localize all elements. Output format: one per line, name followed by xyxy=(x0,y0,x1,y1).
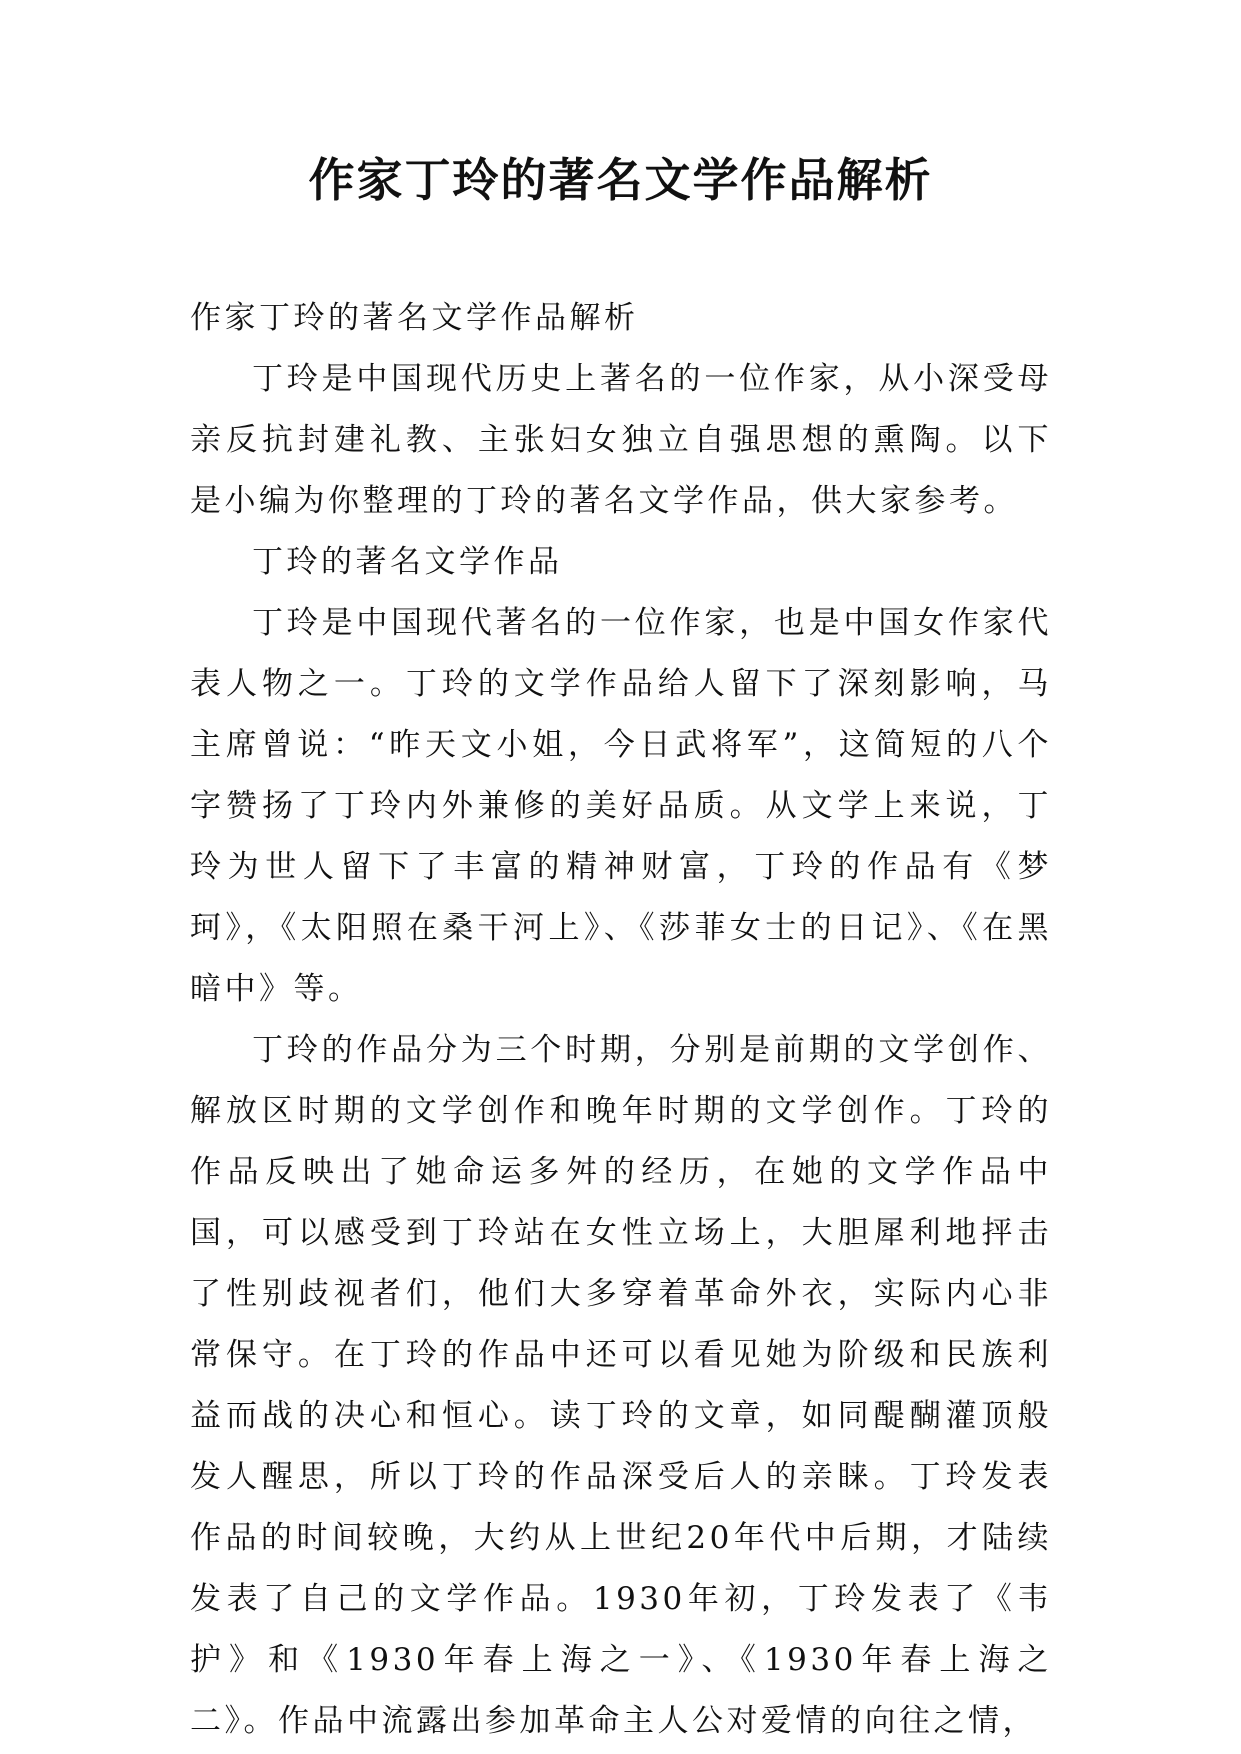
document-body xyxy=(190,288,1052,1752)
section-heading: 丁玲的著名文学作品 xyxy=(252,544,563,580)
paragraph-works: 丁玲是中国现代著名的一位作家，也是中国女作家代表人物之一。丁玲的文学作品给人留下了深刻影响，马主席曾说：“昨天文小姐，今日武将军”，这简短的八个字赞扬了丁玲内外兼修的美好品质。从文学上来说，丁玲为世人留下了丰富的精神财富，丁玲的作品有《梦珂》，《太阳照在桑干河上》、《莎菲女士的日记》、《在黑暗中》等。 xyxy=(190,605,1052,1007)
document-title: 作家丁玲的著名文学作品解析 xyxy=(308,153,933,207)
paragraph-intro: 丁玲是中国现代历史上著名的一位作家，从小深受母亲反抗封建礼教、主张妇女独立自强思想的熏陶。以下是小编为你整理的丁玲的著名文学作品，供大家参考。 xyxy=(190,361,1052,519)
paragraph-periods: 丁玲的作品分为三个时期，分别是前期的文学创作、解放区时期的文学创作和晚年时期的文学创作。丁玲的作品反映出了她命运多舛的经历，在她的文学作品中国，可以感受到丁玲站在女性立场上，大胆犀利地抨击了性别歧视者们，他们大多穿着革命外衣，实际内心非常保守。在丁玲的作品中还可以看见她为阶级和民族利益而战的决心和恒心。读丁玲的文章，如同醍醐灌顶般发人醒思，所以丁玲的作品深受后人的亲睐。丁玲发表作品的时间较晚，大约从上世纪20年代中后期，才陆续发表了自己的文学作品。1930年初，丁玲发表了《韦护》和《1930年春上海之一》、《1930年春上海之二》。作品中流露出参加革命主人公对爱情的向往之情， xyxy=(190,1032,1052,1739)
paragraph-subtitle: 作家丁玲的著名文学作品解析 xyxy=(190,300,639,336)
